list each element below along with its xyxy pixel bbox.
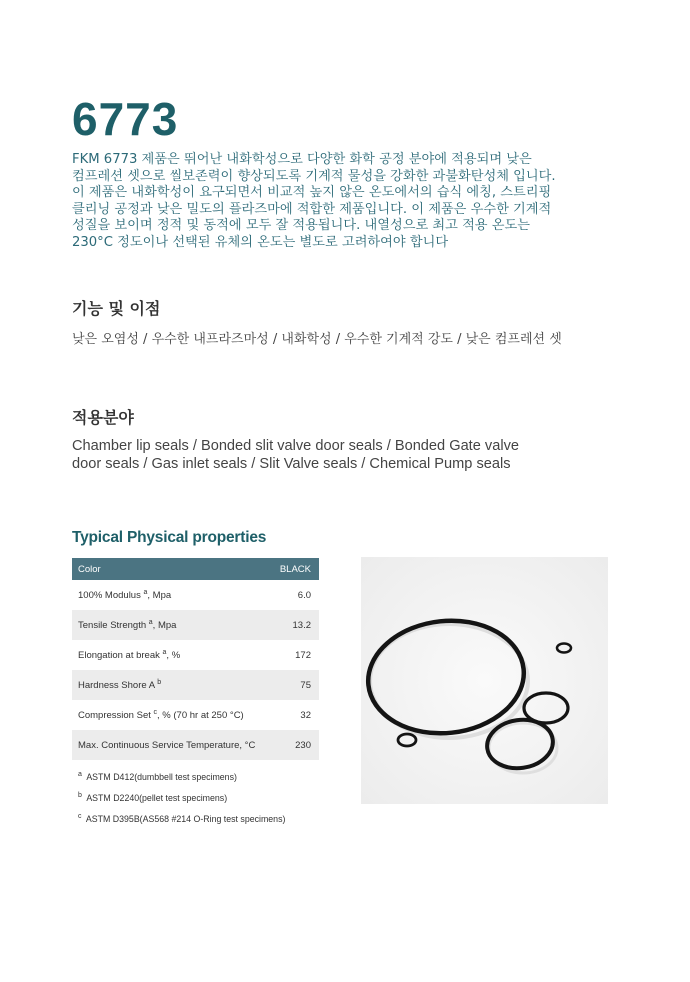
features-text: 낮은 오염성 / 우수한 내프라즈마성 / 내화학성 / 우수한 기계적 강도 / 낮은 컴프레션 셋 bbox=[72, 332, 562, 347]
applications-line: Chamber lip seals / Bonded slit valve door seals / Bonded Gate valve bbox=[72, 438, 519, 454]
o-rings-illustration bbox=[361, 557, 608, 804]
applications-line: door seals / Gas inlet seals / Slit Valve seals / Chemical Pump seals bbox=[72, 456, 511, 472]
description-line: 클리닝 공정과 낮은 밀도의 플라즈마에 적합한 제품입니다. 이 제품은 우수한 기계적 bbox=[72, 201, 552, 217]
table-row bbox=[72, 670, 319, 700]
properties-table bbox=[72, 558, 319, 760]
table-row bbox=[72, 580, 319, 610]
property-value: 75 bbox=[272, 670, 319, 700]
property-label: Tensile Strength $^a$, Mpa bbox=[72, 610, 272, 640]
applications-text bbox=[72, 437, 519, 473]
description-line: FKM 6773 제품은 뛰어난 내화학성으로 다양한 화학 공정 분야에 적용되며 낮은 bbox=[72, 152, 532, 167]
footnote: $^a$ ASTM D412(dumbbell test specimens) bbox=[78, 771, 237, 782]
description-line: 컴프레션 셋으로 씰보존력이 향상되도록 기계적 물성을 강화한 과불화탄성체 입니다. bbox=[72, 168, 556, 184]
table-header-row bbox=[72, 558, 319, 580]
property-label: 100% Modulus $^a$, Mpa bbox=[78, 588, 172, 602]
features-heading: 기능 및 이점 bbox=[72, 299, 161, 318]
property-value: 13.2 bbox=[272, 610, 319, 640]
footnotes bbox=[78, 766, 285, 829]
property-value: 32 bbox=[300, 709, 311, 721]
property-value: 230 bbox=[272, 730, 319, 760]
header-label: Color bbox=[72, 558, 272, 580]
property-label: Elongation at break $^a$, % bbox=[78, 648, 181, 662]
table-row bbox=[72, 640, 319, 670]
header-value: BLACK bbox=[272, 558, 319, 580]
description-line: 이 제품은 내화학성이 요구되면서 비교적 높지 않은 온도에서의 습식 에칭, 스트리핑 bbox=[72, 185, 552, 201]
property-value: 6.0 bbox=[297, 589, 311, 601]
product-description bbox=[72, 152, 612, 252]
properties-title: Typical Physical properties bbox=[72, 529, 267, 546]
product-title: 6773 bbox=[72, 93, 179, 145]
footnote: $^c$ ASTM D395B(AS568 #214 O-Ring test specimens) bbox=[78, 813, 286, 824]
description-line: 성질을 보이며 정적 및 동적에 모두 잘 적용됩니다. 내열성으로 최고 적용 온도는 bbox=[72, 218, 530, 234]
description-line: 230°C 정도이나 선택된 유체의 온도는 별도로 고려하여야 합니다 bbox=[72, 234, 449, 250]
property-label: Max. Continuous Service Temperature, °C bbox=[72, 730, 272, 760]
property-label: Compression Set $^c$, % (70 hr at 250 °C) bbox=[78, 708, 244, 722]
table-row bbox=[72, 700, 319, 730]
table-row bbox=[72, 730, 319, 760]
applications-heading: 적용분야 bbox=[72, 408, 134, 427]
footnote: $^b$ ASTM D2240(pellet test specimens) bbox=[78, 792, 228, 803]
o-rings-photo bbox=[361, 557, 608, 804]
property-label: Hardness Shore A $^b$ bbox=[72, 670, 272, 700]
property-value: 172 bbox=[295, 649, 311, 661]
table-row bbox=[72, 610, 319, 640]
